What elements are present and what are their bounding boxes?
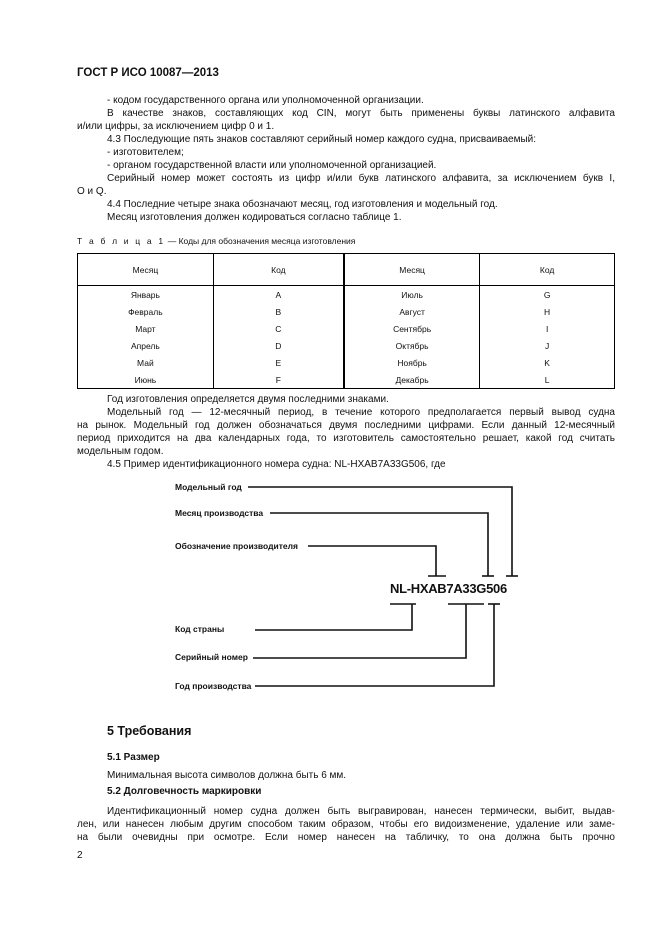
section-5-2-text-2: лен, или нанесен любым другим способом таким образом, чтобы его видоизменение, удаление или заме- bbox=[77, 819, 615, 830]
connector-year bbox=[255, 604, 494, 686]
table-cell: E bbox=[213, 354, 344, 371]
table-cell: Сентябрь bbox=[344, 320, 480, 337]
section-5-2-text-3: на были очевидны при осмотре. Если номер нанесен на табличку, то она должна быть прочно bbox=[77, 832, 615, 843]
paragraph-4-3: 4.3 Последующие пять знаков составляют серийный номер каждого судна, присваиваемый: bbox=[107, 134, 537, 145]
table-cell: G bbox=[480, 286, 615, 304]
label-month: Месяц производства bbox=[175, 508, 264, 518]
section-5-1-title: 5.1 Размер bbox=[107, 752, 160, 763]
table-cell: B bbox=[213, 303, 344, 320]
vin-code: NL-HXAB7A33G506 bbox=[390, 581, 507, 596]
table-cell: K bbox=[480, 354, 615, 371]
table-cell: D bbox=[213, 337, 344, 354]
label-serial: Серийный номер bbox=[175, 652, 248, 662]
section-5-1-text: Минимальная высота символов должна быть 6 мм. bbox=[107, 770, 347, 781]
paragraph-model-year-4: модельным годом. bbox=[77, 446, 164, 457]
table-cell: C bbox=[213, 320, 344, 337]
table-cell: Октябрь bbox=[344, 337, 480, 354]
table-cell: H bbox=[480, 303, 615, 320]
paragraph-serial-2: O и Q. bbox=[77, 186, 107, 197]
table-cell: Январь bbox=[78, 286, 214, 304]
paragraph-4-5: 4.5 Пример идентификационного номера судна: NL-HXAB7A33G506, где bbox=[107, 459, 446, 470]
table-header-cell: Месяц bbox=[344, 254, 480, 286]
paragraph-model-year-3: период приходится на два календарных года, то изготовитель самостоятельно решает, какой год считать bbox=[77, 433, 615, 444]
table-header-cell: Код bbox=[213, 254, 344, 286]
table-cell: Ноябрь bbox=[344, 354, 480, 371]
paragraph-model-year-1: Модельный год — 12-месячный период, в течение которого предполагается первый вывод судна bbox=[107, 407, 615, 418]
table-cell: Декабрь bbox=[344, 371, 480, 389]
paragraph-year-definition: Год изготовления определяется двумя последними знаками. bbox=[107, 394, 389, 405]
table-cell: Февраль bbox=[78, 303, 214, 320]
table-cell: Март bbox=[78, 320, 214, 337]
table-caption: Т а б л и ц а 1 — Коды для обозначения месяца изготовления bbox=[77, 236, 356, 246]
paragraph-model-year-2: на рынок. Модельный год должен обозначаться двумя последними цифрами. Если данный 12-месячный bbox=[77, 420, 615, 431]
paragraph-month-coding: Месяц изготовления должен кодироваться согласно таблице 1. bbox=[107, 212, 402, 223]
table-cell: F bbox=[213, 371, 344, 389]
table-cell: J bbox=[480, 337, 615, 354]
paragraph-cin-letters-1: В качестве знаков, составляющих код CIN, могут быть применены буквы латинского алфавита bbox=[107, 108, 615, 119]
table-header-cell: Код bbox=[480, 254, 615, 286]
table-cell: Май bbox=[78, 354, 214, 371]
table-header-cell: Месяц bbox=[78, 254, 214, 286]
connector-country bbox=[255, 604, 412, 630]
label-model-year: Модельный год bbox=[175, 482, 242, 492]
paragraph-manufacturer: - изготовителем; bbox=[107, 147, 184, 158]
connector-month bbox=[270, 513, 488, 576]
table-cell: L bbox=[480, 371, 615, 389]
page-header-title: ГОСТ Р ИСО 10087—2013 bbox=[77, 67, 219, 79]
connector-model-year bbox=[248, 487, 512, 576]
table-cell: Август bbox=[344, 303, 480, 320]
section-5-2-title: 5.2 Долговечность маркировки bbox=[107, 786, 262, 797]
connector-serial bbox=[253, 604, 466, 658]
paragraph-authority: - органом государственной власти или уполномоченной организацией. bbox=[107, 160, 437, 171]
connector-manufacturer bbox=[308, 546, 436, 576]
table-cell: Апрель bbox=[78, 337, 214, 354]
page-number: 2 bbox=[77, 850, 83, 861]
table-cell: Июль bbox=[344, 286, 480, 304]
table-cell: Июнь bbox=[78, 371, 214, 389]
paragraph-cin-letters-2: и/или цифры, за исключением цифр 0 и 1. bbox=[77, 121, 275, 132]
section-5-title: 5 Требования bbox=[107, 724, 192, 738]
label-year: Год производства bbox=[175, 681, 252, 691]
paragraph-code-authority: - кодом государственного органа или уполномоченной организации. bbox=[107, 95, 424, 106]
paragraph-4-4: 4.4 Последние четыре знака обозначают месяц, год изготовления и модельный год. bbox=[107, 199, 498, 210]
label-manufacturer: Обозначение производителя bbox=[175, 541, 298, 551]
section-5-2-text-1: Идентификационный номер судна должен быть выгравирован, нанесен термически, выбит, выдав- bbox=[107, 806, 615, 817]
label-country: Код страны bbox=[175, 624, 225, 634]
table-cell: A bbox=[213, 286, 344, 304]
paragraph-serial-1: Серийный номер может состоять из цифр и/или букв латинского алфавита, за исключением букв I, bbox=[107, 173, 615, 184]
table-cell: I bbox=[480, 320, 615, 337]
